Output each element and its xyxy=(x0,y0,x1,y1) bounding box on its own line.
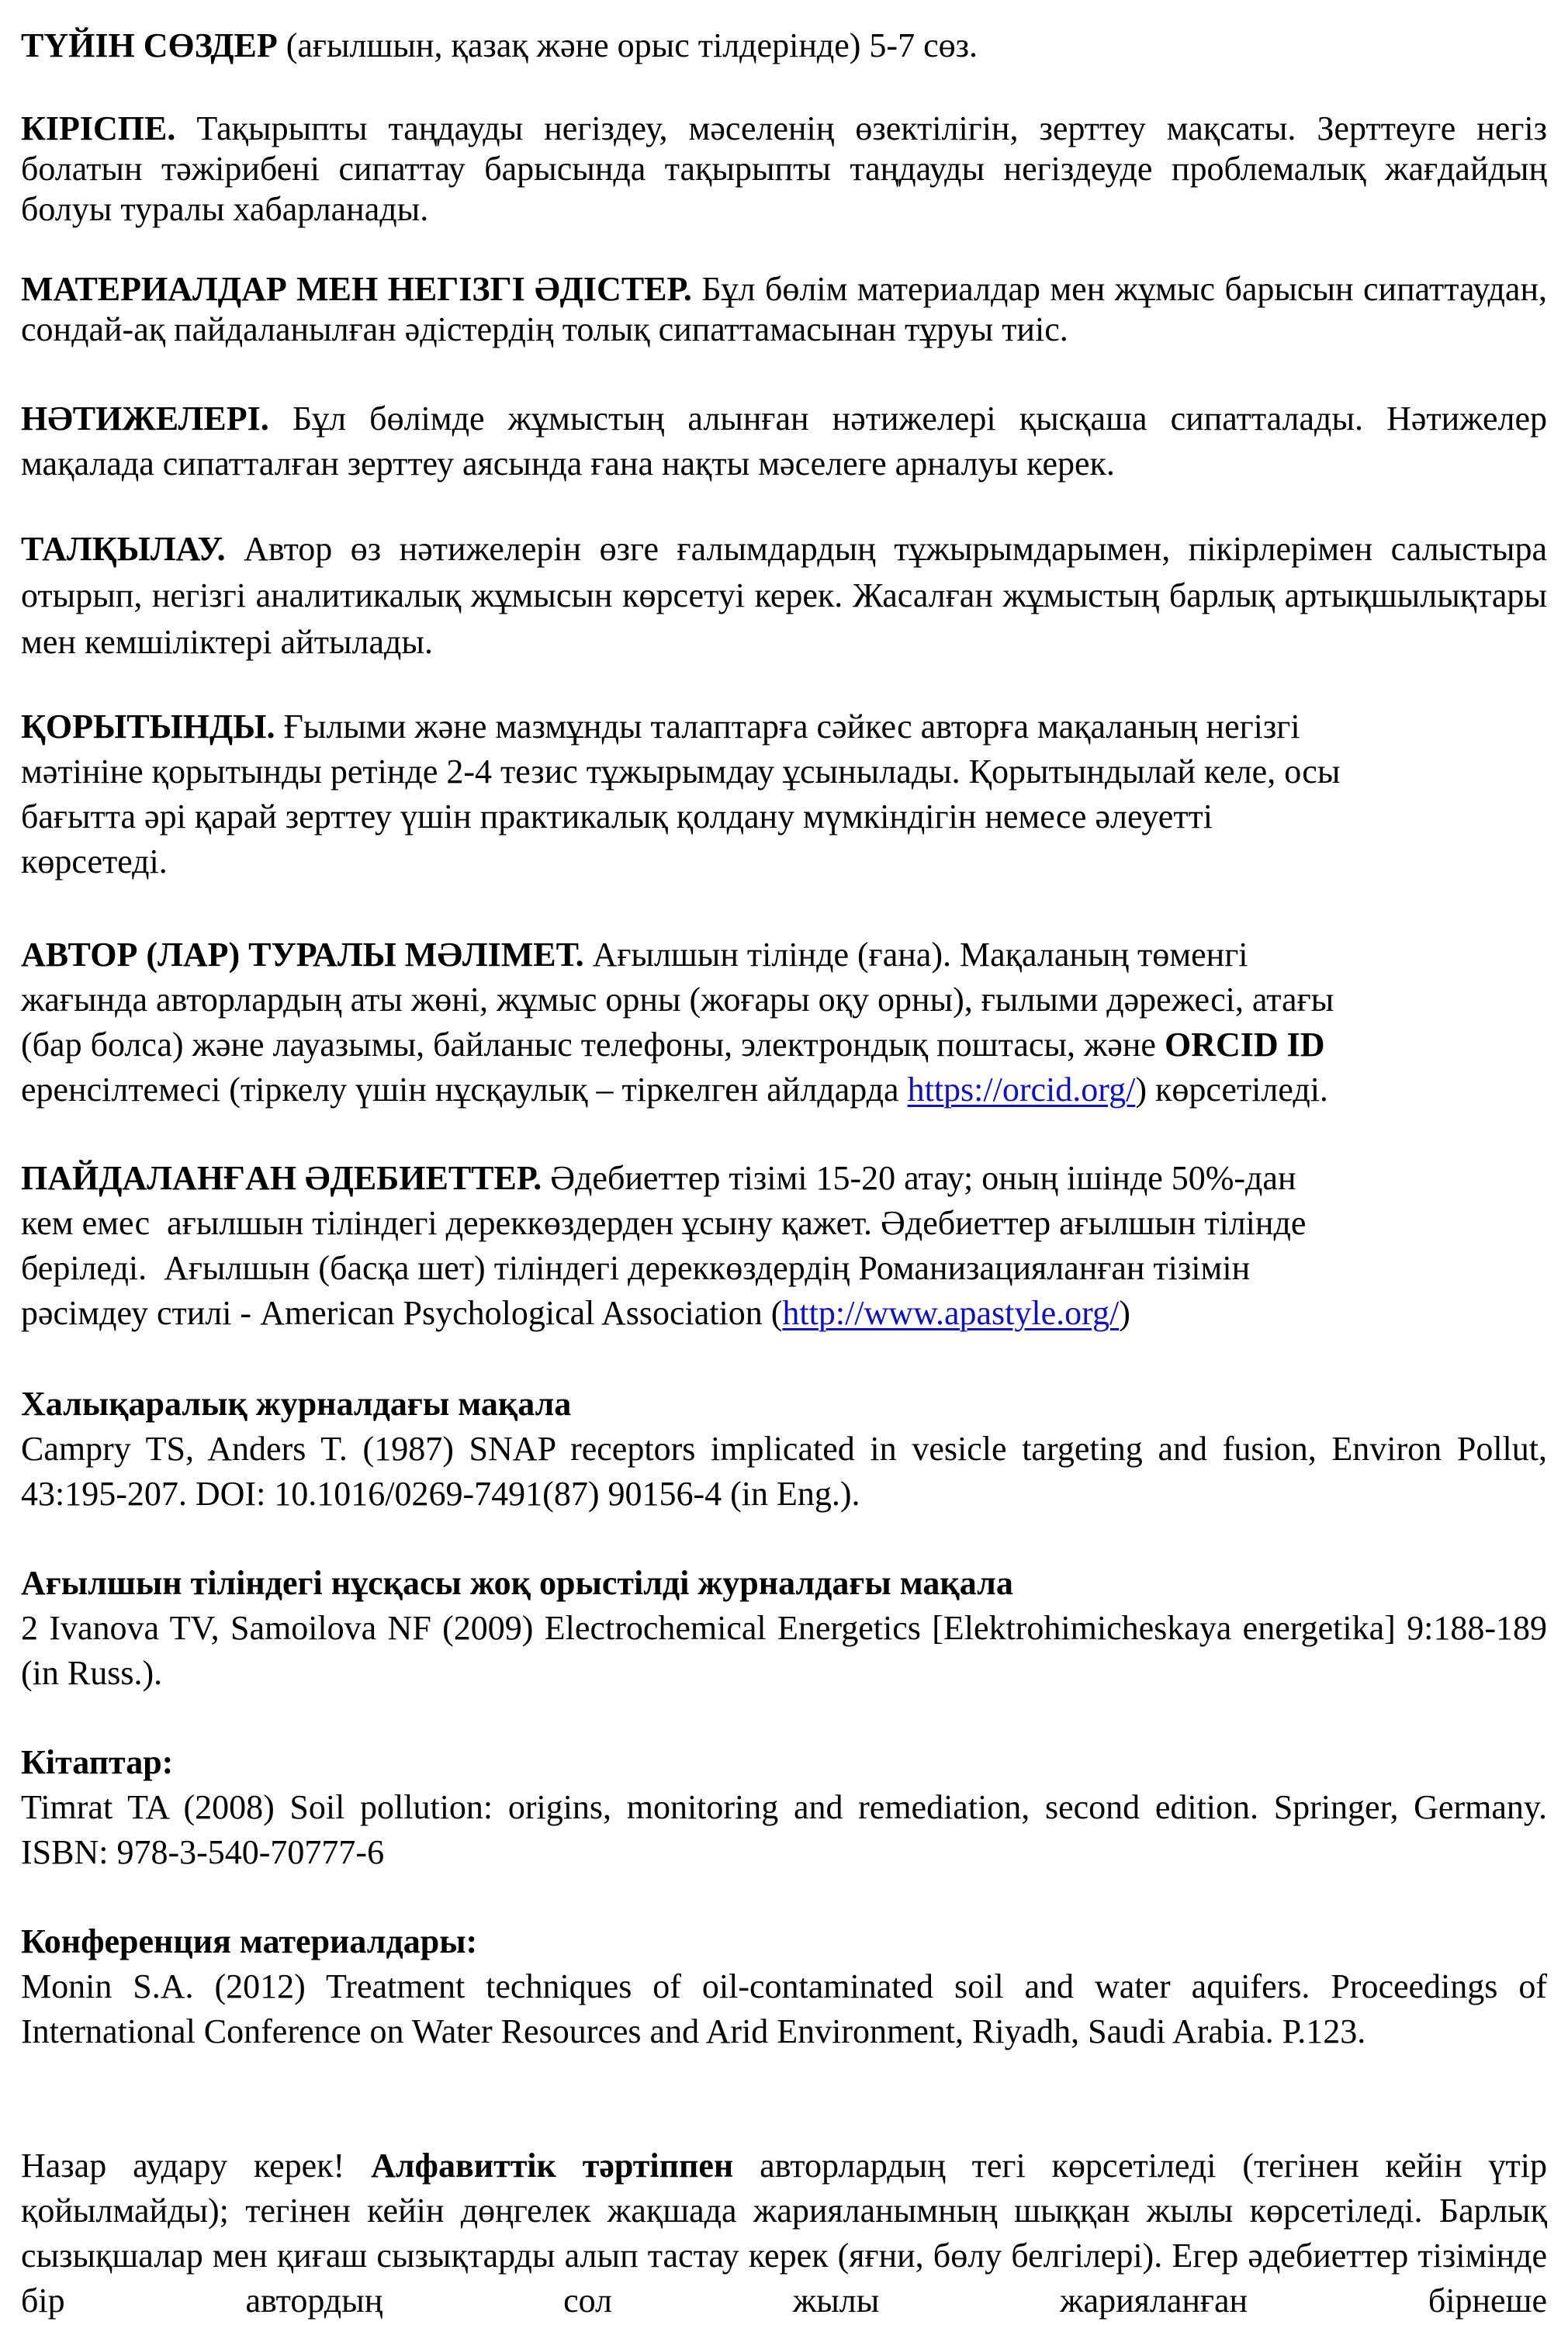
example-books xyxy=(21,1740,1547,1875)
example-heading: Конференция материалдары: xyxy=(21,1922,478,1960)
conclusion-line-3: бағытта әрі қарай зерттеу үшін практикалық қолдану мүмкіндігін немесе әлеуетті xyxy=(21,797,1213,836)
authors-info-line-3: (бар болса) және лауазымы, байланыс телефоны, электрондық поштасы, және ORCID ID xyxy=(21,1026,1325,1064)
keywords-text: (ағылшын, қазақ және орыс тілдерінде) 5-7 сөз. xyxy=(277,26,978,64)
references-line-1: ПАЙДАЛАНҒАН ӘДЕБИЕТТЕР. Әдебиеттер тізімі 15-20 атау; оның ішінде 50%-дан xyxy=(21,1159,1296,1197)
conclusion-line-1: ҚОРЫТЫНДЫ. Ғылыми және мазмұнды талаптарға сәйкес авторға мақаланың негізгі xyxy=(21,708,1300,746)
conclusion-paragraph xyxy=(21,704,1547,884)
apastyle-link[interactable]: http://www.apastyle.org/ xyxy=(782,1294,1120,1332)
keywords-paragraph xyxy=(21,23,1547,68)
introduction-label: КІРІСПЕ. xyxy=(21,109,176,147)
introduction-text: Тақырыпты таңдауды негіздеу, мәселенің өзектілігін, зерттеу мақсаты. Зерттеуге негіз болатын тәжірибені сипаттау барысында тақырыпты таңдауды негіздеуде проблемалық жағдайдың болуы туралы хабарланады. xyxy=(21,109,1547,228)
orcid-label: ORCID ID xyxy=(1164,1026,1325,1064)
discussion-paragraph xyxy=(21,526,1547,666)
conclusion-line-2: мәтініне қорытынды ретінде 2-4 тезис тұжырымдау ұсынылады. Қорытындылай келе, осы xyxy=(21,753,1341,791)
results-text: Бұл бөлімде жұмыстың алынған нәтижелері қысқаша сипатталады. Нәтижелер мақалада сипатталған зерттеу аясында ғана нақты мәселеге арналуы керек. xyxy=(21,400,1547,483)
example-citation: Campry TS, Anders T. (1987) SNAP receptors implicated in vesicle targeting and fusion, Environ Pollut, 43:195-207. DOI: 10.1016/0269-7491(87) 90156-4 (in Eng.). xyxy=(21,1430,1547,1513)
example-conference xyxy=(21,1919,1547,2054)
conclusion-line-4: көрсетеді. xyxy=(21,842,168,881)
references-line-2: кем емес ағылшын тіліндегі дереккөздерден ұсыну қажет. Әдебиеттер ағылшын тілінде xyxy=(21,1204,1307,1242)
discussion-label: ТАЛҚЫЛАУ. xyxy=(21,530,226,568)
materials-methods-label: МАТЕРИАЛДАР МЕН НЕГІЗГІ ӘДІСТЕР. xyxy=(21,270,692,308)
discussion-text: Автор өз нәтижелерін өзге ғалымдардың тұжырымдарымен, пікірлерімен салыстыра отырып, негізгі аналитикалық жұмысын көрсетуі керек. Жасалған жұмыстың барлық артықшылықтары мен кемшіліктері айтылады. xyxy=(21,530,1547,661)
materials-methods-paragraph xyxy=(21,269,1547,350)
references-paragraph xyxy=(21,1156,1547,1336)
references-line-4: рәсімдеу стилі - American Psychological Association (http://www.apastyle.org/) xyxy=(21,1294,1130,1332)
example-international-article xyxy=(21,1382,1547,1517)
conclusion-label: ҚОРЫТЫНДЫ. xyxy=(21,708,275,746)
note-bold: Алфавиттік тәртіппен xyxy=(371,2147,734,2185)
orcid-link[interactable]: https://orcid.org/ xyxy=(907,1071,1136,1109)
keywords-label: ТҮЙІН СӨЗДЕР xyxy=(21,26,278,64)
authors-info-line-4: еренсілтемесі (тіркелу үшін нұсқаулық – тіркелген айлдарда https://orcid.org/) көрсетіледі. xyxy=(21,1071,1328,1109)
references-line-3: беріледі. Ағылшын (басқа шет) тіліндегі дереккөздердің Романизацияланған тізімін xyxy=(21,1249,1251,1287)
results-label: НӘТИЖЕЛЕРІ. xyxy=(21,400,269,438)
authors-info-line-2: жағында авторлардың аты жөні, жұмыс орны (жоғары оқу орны), ғылыми дәрежесі, атағы xyxy=(21,981,1334,1019)
example-citation: Monin S.A. (2012) Treatment techniques of oil-contaminated soil and water aquifers. Proceedings of International Conference on Water Resources and Arid Environment, Riyadh, Saudi Arabia. P.123. xyxy=(21,1967,1547,2050)
example-russian-article xyxy=(21,1561,1547,1696)
authors-info-line-1: АВТОР (ЛАР) ТУРАЛЫ МӘЛІМЕТ. Ағылшын тілінде (ғана). Мақаланың төменгі xyxy=(21,936,1248,974)
example-citation: Timrat TA (2008) Soil pollution: origins, monitoring and remediation, second edition. Springer, Germany. ISBN: 978-3-540-70777-6 xyxy=(21,1788,1547,1871)
example-heading: Ағылшын тіліндегі нұсқасы жоқ орыстілді журналдағы мақала xyxy=(21,1564,1013,1602)
note-paragraph xyxy=(21,2143,1547,2323)
materials-methods-text: Бұл бөлім материалдар мен жұмыс барысын сипаттаудан, сондай-ақ пайдаланылған әдістердің толық сипаттамасынан тұруы тиіс. xyxy=(21,270,1548,348)
note-text: авторлардың тегі көрсетіледі (тегінен кейін үтір қойылмайды); тегінен кейін дөңгелек жақшада жарияланымның шыққан жылы көрсетіледі. Барлық сызықшалар мен қиғаш сызықтарды алып тастау керек (яғни, бөлу белгілері). Егер әдебиеттер тізімінде бір автордың сол жылы жарияланған бірнеше xyxy=(21,2147,1547,2320)
example-heading: Халықаралық журналдағы мақала xyxy=(21,1385,572,1423)
authors-info-label: АВТОР (ЛАР) ТУРАЛЫ МӘЛІМЕТ. xyxy=(21,936,584,974)
note-prefix: Назар аудару керек! xyxy=(21,2147,372,2185)
results-paragraph xyxy=(21,396,1547,486)
introduction-paragraph xyxy=(21,109,1547,230)
references-label: ПАЙДАЛАНҒАН ӘДЕБИЕТТЕР. xyxy=(21,1159,542,1197)
example-citation: 2 Ivanova TV, Samoilova NF (2009) Electrochemical Energetics [Elektrohimicheskaya energetika] 9:188-189 (in Russ.). xyxy=(21,1609,1547,1692)
authors-info-paragraph xyxy=(21,932,1547,1112)
example-heading: Кітаптар: xyxy=(21,1743,174,1781)
